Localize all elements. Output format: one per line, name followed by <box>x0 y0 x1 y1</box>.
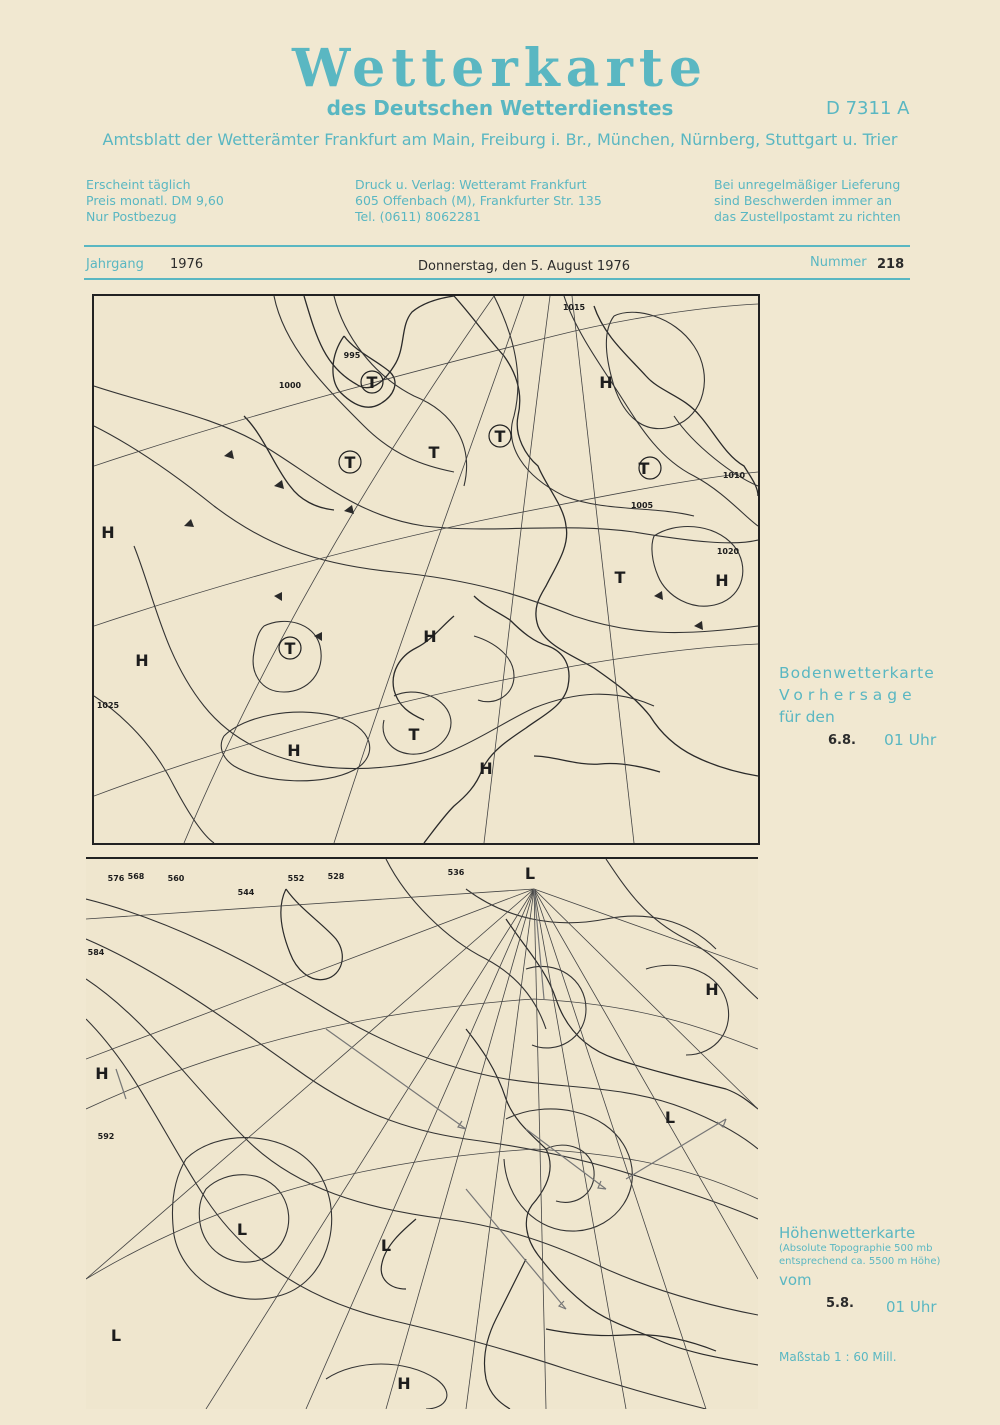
info-line: Nur Postbezug <box>86 209 177 224</box>
scale-note: Maßstab 1 : 60 Mill. <box>779 1350 897 1364</box>
upper-caption-date: 5.8. <box>826 1296 854 1311</box>
pressure-system-symbol: L <box>110 1326 122 1345</box>
volume-label: Jahrgang <box>86 257 144 272</box>
upper-caption-time: 01 Uhr <box>886 1298 937 1316</box>
pressure-system-symbol: T <box>284 639 296 658</box>
surface-caption-title: Bodenwetterkarte <box>779 664 935 682</box>
contour-label: 544 <box>237 888 255 897</box>
front-markers <box>184 450 703 641</box>
info-publisher <box>355 177 602 225</box>
pressure-system-symbol: H <box>95 1064 109 1083</box>
edition-code: D 7311 A <box>826 98 910 119</box>
pressure-labels <box>97 303 746 710</box>
masthead-title: Wetterkarte <box>292 38 708 99</box>
pressure-systems <box>95 864 718 1393</box>
info-line: das Zustellpostamt zu richten <box>714 209 901 224</box>
masthead-subtitle: des Deutschen Wetterdienstes <box>326 96 674 120</box>
coastlines <box>244 296 758 843</box>
info-subscription <box>86 177 224 225</box>
upper-caption-title: Höhenwetterkarte <box>779 1224 916 1242</box>
info-line: Erscheint täglich <box>86 177 191 192</box>
pressure-system-symbol: H <box>599 373 613 392</box>
surface-map-drawing <box>94 296 758 843</box>
pressure-system-symbol: H <box>287 741 301 760</box>
pressure-system-symbol: L <box>524 864 536 883</box>
info-line: 605 Offenbach (M), Frankfurter Str. 135 <box>355 193 602 208</box>
contour-label: 576 <box>107 874 125 883</box>
height-labels <box>88 868 465 1141</box>
divider <box>84 245 910 247</box>
pressure-system-symbol: H <box>705 980 719 999</box>
graticule <box>94 296 758 843</box>
info-line: Tel. (0611) 8062281 <box>355 209 481 224</box>
contour-label: 584 <box>87 948 105 957</box>
contour-label: 568 <box>127 872 145 881</box>
surface-weather-map <box>92 294 760 845</box>
number-value: 218 <box>877 257 905 272</box>
pressure-system-symbol: H <box>715 571 729 590</box>
pressure-system-symbol: T <box>494 427 506 446</box>
pressure-system-symbol: H <box>397 1374 411 1393</box>
contour-label: 528 <box>327 872 345 881</box>
isobar-label: 1000 <box>278 381 302 390</box>
isobar-label: 1015 <box>562 303 586 312</box>
surface-caption-for: für den <box>779 708 835 726</box>
surface-caption-type: Vorhersage <box>779 686 917 704</box>
pressure-system-symbol: H <box>101 523 115 542</box>
upper-map-drawing <box>86 859 758 1409</box>
contour-label: 536 <box>447 868 465 877</box>
isobar-label: 1005 <box>630 501 654 510</box>
isobar-label: 1025 <box>96 701 120 710</box>
pressure-system-symbol: L <box>236 1220 248 1239</box>
info-line: Druck u. Verlag: Wetteramt Frankfurt <box>355 177 587 192</box>
pressure-system-symbol: L <box>664 1108 676 1127</box>
number-label: Nummer <box>810 255 867 270</box>
pressure-system-symbol: L <box>380 1236 392 1255</box>
height-contours <box>86 859 758 1409</box>
pressure-system-symbol: T <box>428 443 440 462</box>
isobar-label: 1010 <box>722 471 746 480</box>
contour-label: 552 <box>287 874 305 883</box>
volume-year: 1976 <box>170 257 204 272</box>
wind-arrows <box>116 889 726 1309</box>
isobar-label: 995 <box>343 351 361 360</box>
info-line: sind Beschwerden immer an <box>714 193 892 208</box>
pressure-system-symbol: H <box>479 759 493 778</box>
surface-caption-date: 6.8. <box>828 733 856 748</box>
pressure-system-symbol: T <box>614 568 626 587</box>
contour-label: 560 <box>167 874 185 883</box>
official-line: Amtsblatt der Wetterämter Frankfurt am Main, Freiburg i. Br., München, Nürnberg, Stuttgart u. Trier <box>102 130 898 149</box>
pressure-system-symbol: T <box>366 373 378 392</box>
pressure-system-symbol: H <box>135 651 149 670</box>
info-line: Preis monatl. DM 9,60 <box>86 193 224 208</box>
info-line: Bei unregelmäßiger Lieferung <box>714 177 901 192</box>
upper-caption-note: (Absolute Topographie 500 mb entsprechend ca. 5500 m Höhe) <box>779 1243 941 1267</box>
pressure-system-symbol: T <box>408 725 420 744</box>
info-complaints <box>714 177 901 225</box>
pressure-system-symbol: H <box>423 627 437 646</box>
pressure-system-symbol: T <box>638 459 650 478</box>
graticule <box>86 889 758 1409</box>
divider <box>84 278 910 280</box>
issue-date: Donnerstag, den 5. August 1976 <box>418 259 631 274</box>
upper-caption-from: vom <box>779 1271 812 1289</box>
surface-caption-time: 01 Uhr <box>884 731 937 749</box>
contour-label: 592 <box>97 1132 115 1141</box>
pressure-system-symbol: T <box>344 453 356 472</box>
isobar-label: 1020 <box>716 547 740 556</box>
upper-air-map <box>86 857 758 1409</box>
